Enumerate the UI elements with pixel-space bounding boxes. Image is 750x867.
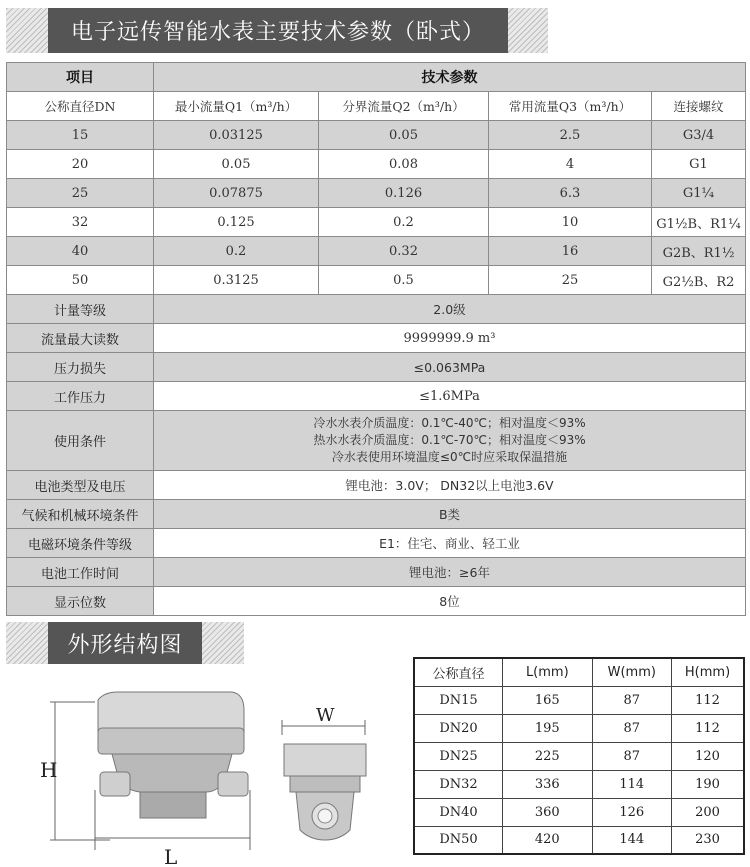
structure-banner-bg-right [202, 622, 244, 664]
param-value: 2.0级 [154, 295, 746, 324]
dims-cell: DN15 [414, 686, 503, 714]
param-value: E1：住宅、商业、轻工业 [154, 529, 746, 558]
cell-q2: 0.08 [319, 150, 489, 179]
param-value: B类 [154, 500, 746, 529]
title-banner-bg-right [508, 8, 548, 53]
structure-banner-bg-left [6, 622, 48, 664]
table-row [414, 798, 744, 826]
cell-dn: 20 [7, 150, 154, 179]
table-row [414, 742, 744, 770]
dims-cell: DN20 [414, 714, 503, 742]
cell-thread: G1 [652, 150, 746, 179]
table-row [7, 237, 746, 266]
cell-thread: G2B、R1½ [652, 237, 746, 266]
param-label: 气候和机械环境条件 [7, 500, 154, 529]
dims-cell: DN40 [414, 798, 503, 826]
param-value: ≤1.6MPa [154, 382, 746, 411]
spec-subheader-row [7, 92, 746, 121]
dims-cell: 112 [672, 714, 744, 742]
meter-drawing [0, 680, 405, 867]
spec-header-row [7, 63, 746, 92]
param-row-working-pressure [7, 382, 746, 411]
dims-cell: 87 [592, 742, 671, 770]
param-row-digits [7, 587, 746, 616]
param-row-usage [7, 411, 746, 471]
dims-cell: 190 [672, 770, 744, 798]
dims-cell: 230 [672, 826, 744, 854]
param-label: 显示位数 [7, 587, 154, 616]
cell-q1: 0.05 [154, 150, 319, 179]
table-row [414, 686, 744, 714]
cell-q3: 6.3 [489, 179, 652, 208]
cell-q2: 0.126 [319, 179, 489, 208]
page-title: 电子远传智能水表主要技术参数（卧式） [48, 8, 508, 53]
dims-cell: 200 [672, 798, 744, 826]
cell-q2: 0.2 [319, 208, 489, 237]
dims-header-w: W(mm) [592, 658, 671, 686]
cell-q2: 0.05 [319, 121, 489, 150]
param-label: 电池类型及电压 [7, 471, 154, 500]
usage-conditions [154, 411, 746, 471]
param-label: 使用条件 [7, 411, 154, 471]
param-value: 8位 [154, 587, 746, 616]
dims-cell: DN32 [414, 770, 503, 798]
dims-cell: 360 [503, 798, 593, 826]
cell-q1: 0.07875 [154, 179, 319, 208]
cell-thread: G1½B、R1¼ [652, 208, 746, 237]
dimensions-table [413, 657, 745, 855]
param-row-emc [7, 529, 746, 558]
cell-q3: 25 [489, 266, 652, 295]
meter-inlet [100, 772, 130, 796]
param-value: 锂电池：≥6年 [154, 558, 746, 587]
cell-thread: G1¼ [652, 179, 746, 208]
subheader-dn: 公称直径DN [7, 92, 154, 121]
dims-header-h: H(mm) [672, 658, 744, 686]
cell-dn: 50 [7, 266, 154, 295]
dims-cell: 165 [503, 686, 593, 714]
meter-base [140, 792, 206, 818]
table-row [414, 714, 744, 742]
dims-header-row [414, 658, 744, 686]
col-tech-header: 技术参数 [154, 63, 746, 92]
dims-header-dn: 公称直径 [414, 658, 503, 686]
dims-cell: 195 [503, 714, 593, 742]
table-row [414, 826, 744, 854]
param-row-pressure-loss [7, 353, 746, 382]
table-row [7, 208, 746, 237]
dims-cell: DN50 [414, 826, 503, 854]
cell-dn: 40 [7, 237, 154, 266]
dims-cell: 126 [592, 798, 671, 826]
param-value: ≤0.063MPa [154, 353, 746, 382]
subheader-q3: 常用流量Q3（m³/h） [489, 92, 652, 121]
w-label: W [316, 705, 335, 726]
cell-q1: 0.2 [154, 237, 319, 266]
cell-q3: 10 [489, 208, 652, 237]
subheader-q2: 分界流量Q2（m³/h） [319, 92, 489, 121]
col-item-header: 项目 [7, 63, 154, 92]
dims-cell: 420 [503, 826, 593, 854]
spec-table [6, 62, 746, 616]
cell-q1: 0.125 [154, 208, 319, 237]
dims-cell: 87 [592, 686, 671, 714]
usage-line: 冷水水表介质温度：0.1℃-40℃；相对温度＜93% [313, 416, 586, 430]
param-value: 9999999.9 m³ [154, 324, 746, 353]
structure-title: 外形结构图 [48, 622, 202, 664]
cell-q1: 0.3125 [154, 266, 319, 295]
param-row-battery [7, 471, 746, 500]
cell-dn: 32 [7, 208, 154, 237]
cell-q3: 4 [489, 150, 652, 179]
cell-q2: 0.5 [319, 266, 489, 295]
table-row [7, 179, 746, 208]
param-row-battery-life [7, 558, 746, 587]
usage-line: 冷水表使用环境温度≤0℃时应采取保温措施 [331, 450, 568, 464]
param-row-max-reading [7, 324, 746, 353]
meter-outlet [218, 772, 248, 796]
cell-thread: G3/4 [652, 121, 746, 150]
meter-head [98, 728, 244, 754]
param-label: 电磁环境条件等级 [7, 529, 154, 558]
dims-cell: 225 [503, 742, 593, 770]
table-row [7, 121, 746, 150]
dims-header-l: L(mm) [503, 658, 593, 686]
dims-cell: 87 [592, 714, 671, 742]
h-label: H [40, 758, 58, 782]
subheader-q1: 最小流量Q1（m³/h） [154, 92, 319, 121]
param-label: 计量等级 [7, 295, 154, 324]
param-row-climate [7, 500, 746, 529]
param-value: 锂电池：3.0V； DN32以上电池3.6V [154, 471, 746, 500]
param-label: 工作压力 [7, 382, 154, 411]
front-view-collar [290, 776, 360, 792]
dims-cell: DN25 [414, 742, 503, 770]
dims-cell: 144 [592, 826, 671, 854]
front-view-pipe-bore [318, 809, 332, 823]
subheader-thread: 连接螺纹 [652, 92, 746, 121]
dims-cell: 120 [672, 742, 744, 770]
param-label: 压力损失 [7, 353, 154, 382]
cell-dn: 15 [7, 121, 154, 150]
dims-cell: 114 [592, 770, 671, 798]
param-label: 流量最大读数 [7, 324, 154, 353]
cell-q3: 2.5 [489, 121, 652, 150]
front-view-head [284, 744, 366, 776]
title-banner-bg-left [6, 8, 48, 53]
dims-cell: 112 [672, 686, 744, 714]
param-row-accuracy [7, 295, 746, 324]
cell-q2: 0.32 [319, 237, 489, 266]
param-label: 电池工作时间 [7, 558, 154, 587]
usage-line: 热水水表介质温度：0.1℃-70℃；相对温度＜93% [313, 433, 586, 447]
cell-dn: 25 [7, 179, 154, 208]
dims-cell: 336 [503, 770, 593, 798]
l-label: L [164, 845, 178, 867]
cell-q1: 0.03125 [154, 121, 319, 150]
table-row [7, 266, 746, 295]
table-row [414, 770, 744, 798]
cell-q3: 16 [489, 237, 652, 266]
cell-thread: G2½B、R2 [652, 266, 746, 295]
table-row [7, 150, 746, 179]
